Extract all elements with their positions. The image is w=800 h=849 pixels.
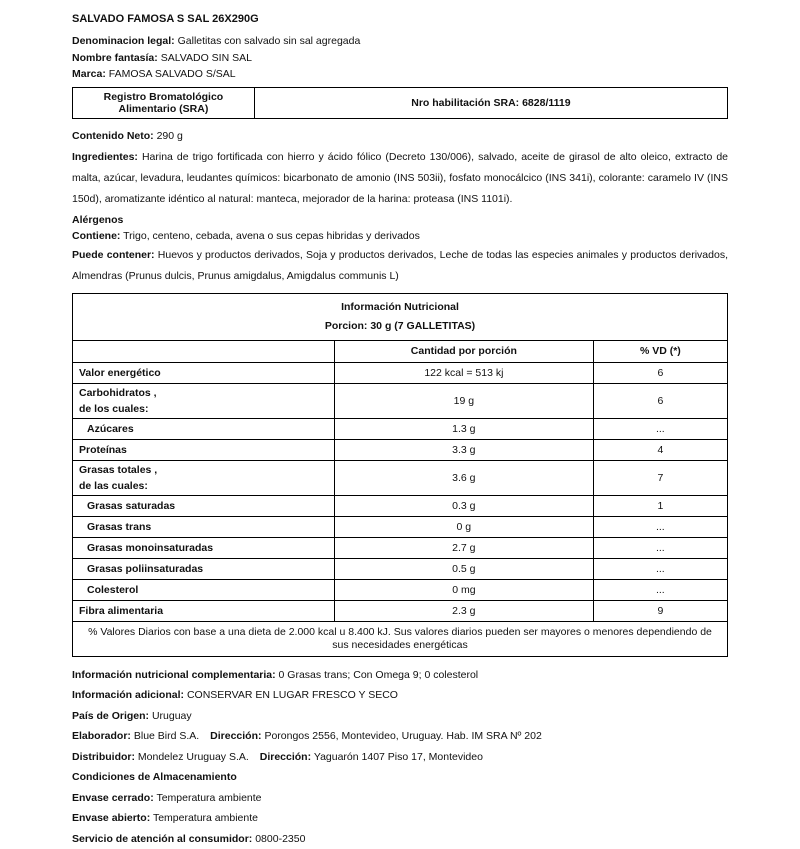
table-row-total-fats bbox=[73, 460, 728, 495]
elaborator-address-value: Porongos 2556, Montevideo, Uruguay. Hab. IM SRA Nº 202 bbox=[264, 730, 541, 742]
distributor-label: Distribuidor: bbox=[72, 751, 135, 763]
contains-line bbox=[72, 228, 728, 245]
closed-package-label: Envase cerrado: bbox=[72, 792, 154, 804]
row-name: Proteínas bbox=[79, 442, 330, 458]
allergens-heading: Alérgenos bbox=[72, 212, 728, 229]
closed-package-value: Temperatura ambiente bbox=[156, 792, 261, 804]
row-name: Grasas saturadas bbox=[87, 498, 330, 514]
complementary-info-line bbox=[72, 665, 728, 686]
table-row-dietary-fiber bbox=[73, 600, 728, 621]
nutrition-title: Información Nutricional bbox=[75, 298, 725, 317]
row-qty: 122 kcal = 513 kj bbox=[335, 362, 594, 383]
complementary-info-label: Información nutricional complementaria: bbox=[72, 669, 276, 681]
origin-value: Uruguay bbox=[152, 710, 192, 722]
row-qty: 0.5 g bbox=[335, 558, 594, 579]
brand-value: FAMOSA SALVADO S/SAL bbox=[109, 68, 236, 80]
row-vd: 9 bbox=[593, 600, 727, 621]
nutrition-header-row bbox=[73, 293, 728, 340]
row-qty: 0.3 g bbox=[335, 495, 594, 516]
table-row-trans-fats bbox=[73, 516, 728, 537]
nutrition-table bbox=[72, 293, 728, 657]
fantasy-name-value: SALVADO SIN SAL bbox=[161, 52, 252, 64]
ingredients-label: Ingredientes: bbox=[72, 151, 138, 163]
row-vd: 6 bbox=[593, 362, 727, 383]
row-name: Valor energético bbox=[79, 365, 330, 381]
registry-right-cell: Nro habilitación SRA: 6828/1119 bbox=[254, 87, 727, 118]
row-vd: ... bbox=[593, 537, 727, 558]
row-qty: 2.3 g bbox=[335, 600, 594, 621]
row-vd: 6 bbox=[593, 383, 727, 418]
denomination-label: Denominacion legal: bbox=[72, 35, 175, 47]
row-name: Azúcares bbox=[87, 421, 330, 437]
brand-line bbox=[72, 66, 728, 83]
distributor-address-label: Dirección: bbox=[260, 751, 311, 763]
denomination-value: Galletitas con salvado sin sal agregada bbox=[178, 35, 361, 47]
row-qty: 3.6 g bbox=[335, 460, 594, 495]
open-package-label: Envase abierto: bbox=[72, 812, 150, 824]
elaborator-value: Blue Bird S.A. bbox=[134, 730, 199, 742]
table-row-monounsaturated-fats bbox=[73, 537, 728, 558]
row-vd: ... bbox=[593, 558, 727, 579]
table-row-saturated-fats bbox=[73, 495, 728, 516]
row-vd: ... bbox=[593, 579, 727, 600]
row-name: Grasas monoinsaturadas bbox=[87, 540, 330, 556]
row-qty: 2.7 g bbox=[335, 537, 594, 558]
may-contain-paragraph bbox=[72, 245, 728, 287]
row-name-line2: de los cuales: bbox=[79, 401, 330, 417]
row-qty: 0 mg bbox=[335, 579, 594, 600]
net-content-label: Contenido Neto: bbox=[72, 130, 154, 142]
closed-package-line bbox=[72, 788, 728, 809]
table-row-carbohydrates bbox=[73, 383, 728, 418]
nutrition-header-cell bbox=[73, 293, 728, 340]
origin-line bbox=[72, 706, 728, 727]
row-qty: 0 g bbox=[335, 516, 594, 537]
nutrition-colheader-row bbox=[73, 340, 728, 362]
row-vd: ... bbox=[593, 418, 727, 439]
footer-info-section bbox=[72, 665, 728, 849]
elaborator-line bbox=[72, 726, 728, 747]
row-vd: 4 bbox=[593, 439, 727, 460]
registry-left-cell: Registro Bromatológico Alimentario (SRA) bbox=[73, 87, 255, 118]
origin-label: País de Origen: bbox=[72, 710, 149, 722]
row-qty: 3.3 g bbox=[335, 439, 594, 460]
distributor-line bbox=[72, 747, 728, 768]
contains-label: Contiene: bbox=[72, 230, 120, 242]
nutrition-footnote-row bbox=[73, 621, 728, 656]
row-vd: ... bbox=[593, 516, 727, 537]
nutrition-portion: Porcion: 30 g (7 GALLETITAS) bbox=[75, 317, 725, 336]
consumer-service-label: Servicio de atención al consumidor: bbox=[72, 833, 252, 845]
elaborator-address-label: Dirección: bbox=[210, 730, 261, 742]
additional-info-line bbox=[72, 685, 728, 706]
additional-info-value: CONSERVAR EN LUGAR FRESCO Y SECO bbox=[187, 689, 398, 701]
table-row-energy bbox=[73, 362, 728, 383]
table-row-proteins bbox=[73, 439, 728, 460]
denomination-line bbox=[72, 33, 728, 50]
open-package-line bbox=[72, 808, 728, 829]
registry-table bbox=[72, 87, 728, 119]
ingredients-value: Harina de trigo fortificada con hierro y ácido fólico (Decreto 130/006), salvado, aceite de girasol de alto oleico, extracto de malta, azúcar, levadura, leudantes químicos: bicarbonato de amonio (INS 503ii), fosfato monocálcico (INS 341i), colorante: caramelo IV (INS 150d), aromatizante idéntico al natural: manteca, mejorador de la harina: proteasa (INS 1101i). bbox=[72, 151, 728, 205]
row-name-line2: de las cuales: bbox=[79, 478, 330, 494]
row-name: Grasas trans bbox=[87, 519, 330, 535]
row-vd: 7 bbox=[593, 460, 727, 495]
may-contain-label: Puede contener: bbox=[72, 249, 155, 261]
row-name: Colesterol bbox=[87, 582, 330, 598]
complementary-info-value: 0 Grasas trans; Con Omega 9; 0 colesterol bbox=[279, 669, 479, 681]
row-name: Grasas poliinsaturadas bbox=[87, 561, 330, 577]
brand-label: Marca: bbox=[72, 68, 106, 80]
table-row-cholesterol bbox=[73, 579, 728, 600]
colheader-item bbox=[73, 340, 335, 362]
elaborator-label: Elaborador: bbox=[72, 730, 131, 742]
distributor-address-value: Yaguarón 1407 Piso 17, Montevideo bbox=[314, 751, 483, 763]
open-package-value: Temperatura ambiente bbox=[153, 812, 258, 824]
table-row-sugars bbox=[73, 418, 728, 439]
row-qty: 1.3 g bbox=[335, 418, 594, 439]
consumer-service-value: 0800-2350 bbox=[255, 833, 305, 845]
consumer-service-line bbox=[72, 829, 728, 849]
fantasy-name-line bbox=[72, 50, 728, 67]
net-content-value: 290 g bbox=[157, 130, 183, 142]
registry-row bbox=[73, 87, 728, 118]
distributor-value: Mondelez Uruguay S.A. bbox=[138, 751, 249, 763]
row-name: Fibra alimentaria bbox=[79, 603, 330, 619]
row-name: Grasas totales , bbox=[79, 462, 330, 478]
row-vd: 1 bbox=[593, 495, 727, 516]
colheader-qty: Cantidad por porción bbox=[335, 340, 594, 362]
contains-value: Trigo, centeno, cebada, avena o sus cepas hibridas y derivados bbox=[123, 230, 420, 242]
table-row-polyunsaturated-fats bbox=[73, 558, 728, 579]
colheader-vd: % VD (*) bbox=[593, 340, 727, 362]
nutrition-footnote: % Valores Diarios con base a una dieta de 2.000 kcal u 8.400 kJ. Sus valores diarios pueden ser mayores o menores dependiendo de sus necesidades energéticas bbox=[73, 621, 728, 656]
page-title: SALVADO FAMOSA S SAL 26X290G bbox=[72, 13, 728, 26]
fantasy-name-label: Nombre fantasía: bbox=[72, 52, 158, 64]
row-name: Carbohidratos , bbox=[79, 385, 330, 401]
row-qty: 19 g bbox=[335, 383, 594, 418]
net-content-line bbox=[72, 128, 728, 144]
may-contain-value: Huevos y productos derivados, Soja y productos derivados, Leche de todas las especies animales y productos derivados, Almendras (Prunus dulcis, Prunus amigdalus, Amigdalus communis L) bbox=[72, 249, 728, 282]
storage-heading: Condiciones de Almacenamiento bbox=[72, 767, 728, 788]
ingredients-paragraph bbox=[72, 147, 728, 210]
additional-info-label: Información adicional: bbox=[72, 689, 184, 701]
